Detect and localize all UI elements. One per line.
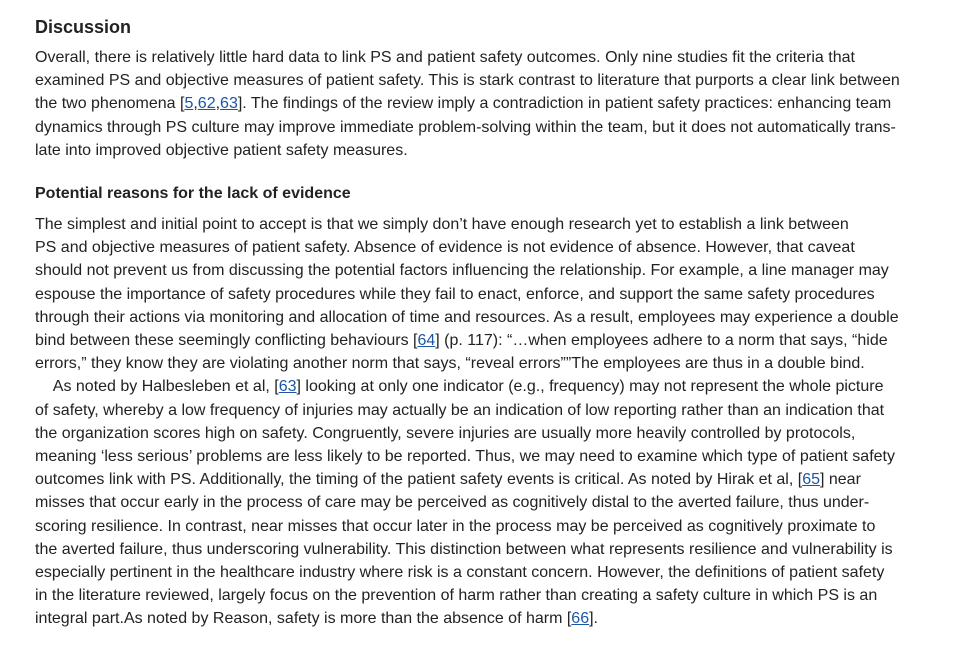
text-line [35,515,875,538]
text-line [35,491,869,514]
text-segment: especially pertinent in the healthcare industry where risk is a constant concern. However, the definitions of patient safety [35,564,885,581]
reference-link-65[interactable]: 65 [802,471,820,489]
text-line [35,116,896,139]
text-segment: should not prevent us from discussing the potential factors influencing the relationship. For example, a line manager may [35,262,889,280]
text-segment: The simplest and initial point to accept is that we simply don’t have enough research yet to establish a link between [35,216,849,233]
text-line [35,283,875,306]
text-line [35,69,900,92]
text-segment: espouse the importance of safety procedures while they fail to enact, enforce, and support the same safety procedures [35,285,875,303]
reference-link-62[interactable]: 62 [197,95,216,113]
text-segment: dynamics through PS culture may improve immediate problem-solving within the team, but it does not automatically trans- [35,118,896,136]
reference-link-66[interactable]: 66 [571,610,590,628]
text-segment: outcomes link with PS. Additionally, the timing of the patient safety events is critical. As noted by Hirak et al, [ [35,471,803,489]
text-segment: in the literature reviewed, largely focus on the prevention of harm rather than creating a safety culture in which PS is an [35,587,878,605]
text-segment: late into improved objective patient safety measures. [35,141,408,159]
text-segment: ] near [819,471,861,489]
text-segment: the two phenomena [ [35,95,185,113]
text-segment: errors,” they know they are violating another norm that says, “reveal errors””The employees are thus in a double bind. [35,355,865,373]
text-line [35,445,895,468]
reference-link-63[interactable]: 63 [220,95,238,113]
discussion-heading: Discussion [35,17,132,37]
text-line [35,468,861,491]
text-segment: examined PS and objective measures of patient safety. This is stark contrast to literature that purports a clear link between [35,72,900,90]
text-segment: meaning ‘less serious’ problems are less likely to be reported. Thus, we may need to examine which type of patient safety [35,448,895,465]
text-segment: scoring resilience. In contrast, near misses that occur later in the process may be perceived as cognitively proximate to [35,517,876,535]
text-line [35,329,888,352]
text-line [35,46,855,69]
text-segment: bind between these seemingly conflicting behaviours [ [35,332,418,349]
reference-link-64[interactable]: 64 [417,332,436,349]
text-segment: of safety, whereby a low frequency of injuries may actually be an indication of low reporting rather than an indication that [35,401,885,419]
text-segment: As noted by Halbesleben et al, [ [35,378,279,396]
text-segment: ]. [589,610,598,628]
text-line [35,213,849,236]
text-segment: integral part.As noted by Reason, safety is more than the absence of harm [ [35,610,572,628]
text-segment: ] looking at only one indicator (e.g., frequency) may not represent the whole picture [296,378,884,396]
text-line [35,584,877,607]
text-line [35,538,893,561]
text-segment: the organization scores high on safety. Congruently, severe injuries are usually more heavily controlled by protocols, [35,424,856,442]
text-segment: Overall, there is relatively little hard data to link PS and patient safety outcomes. Only nine studies fit the criteria that [35,49,855,66]
text-line [35,236,855,259]
text-line [35,139,408,162]
text-line [35,561,884,584]
text-segment: ]. The findings of the review imply a contradiction in patient safety practices: enhancing team [237,95,892,113]
reference-link-5[interactable]: 5 [184,95,194,113]
text-segment: PS and objective measures of patient safety. Absence of evidence is not evidence of absence. However, that caveat [35,239,855,257]
reference-link-63[interactable]: 63 [278,378,297,396]
text-segment: through their actions via monitoring and allocation of time and resources. As a result, employees may experience a double [35,308,899,326]
text-segment: the averted failure, thus underscoring vulnerability. This distinction between what represents resilience and vulnerability is [35,540,893,558]
text-line [35,92,891,115]
text-line [35,607,598,630]
potential-reasons-heading: Potential reasons for the lack of evidence [35,185,351,202]
text-line [35,306,899,329]
text-segment: , [215,95,221,113]
text-line [35,259,889,282]
text-segment: ] (p. 117): “…when employees adhere to a norm that says, “hide [435,332,888,349]
text-line [35,422,855,445]
text-line [35,375,884,398]
text-line [35,352,865,375]
text-line [35,399,884,422]
text-segment: , [193,95,198,113]
text-segment: misses that occur early in the process of care may be perceived as cognitively distal to the averted failure, thus under- [35,494,870,512]
